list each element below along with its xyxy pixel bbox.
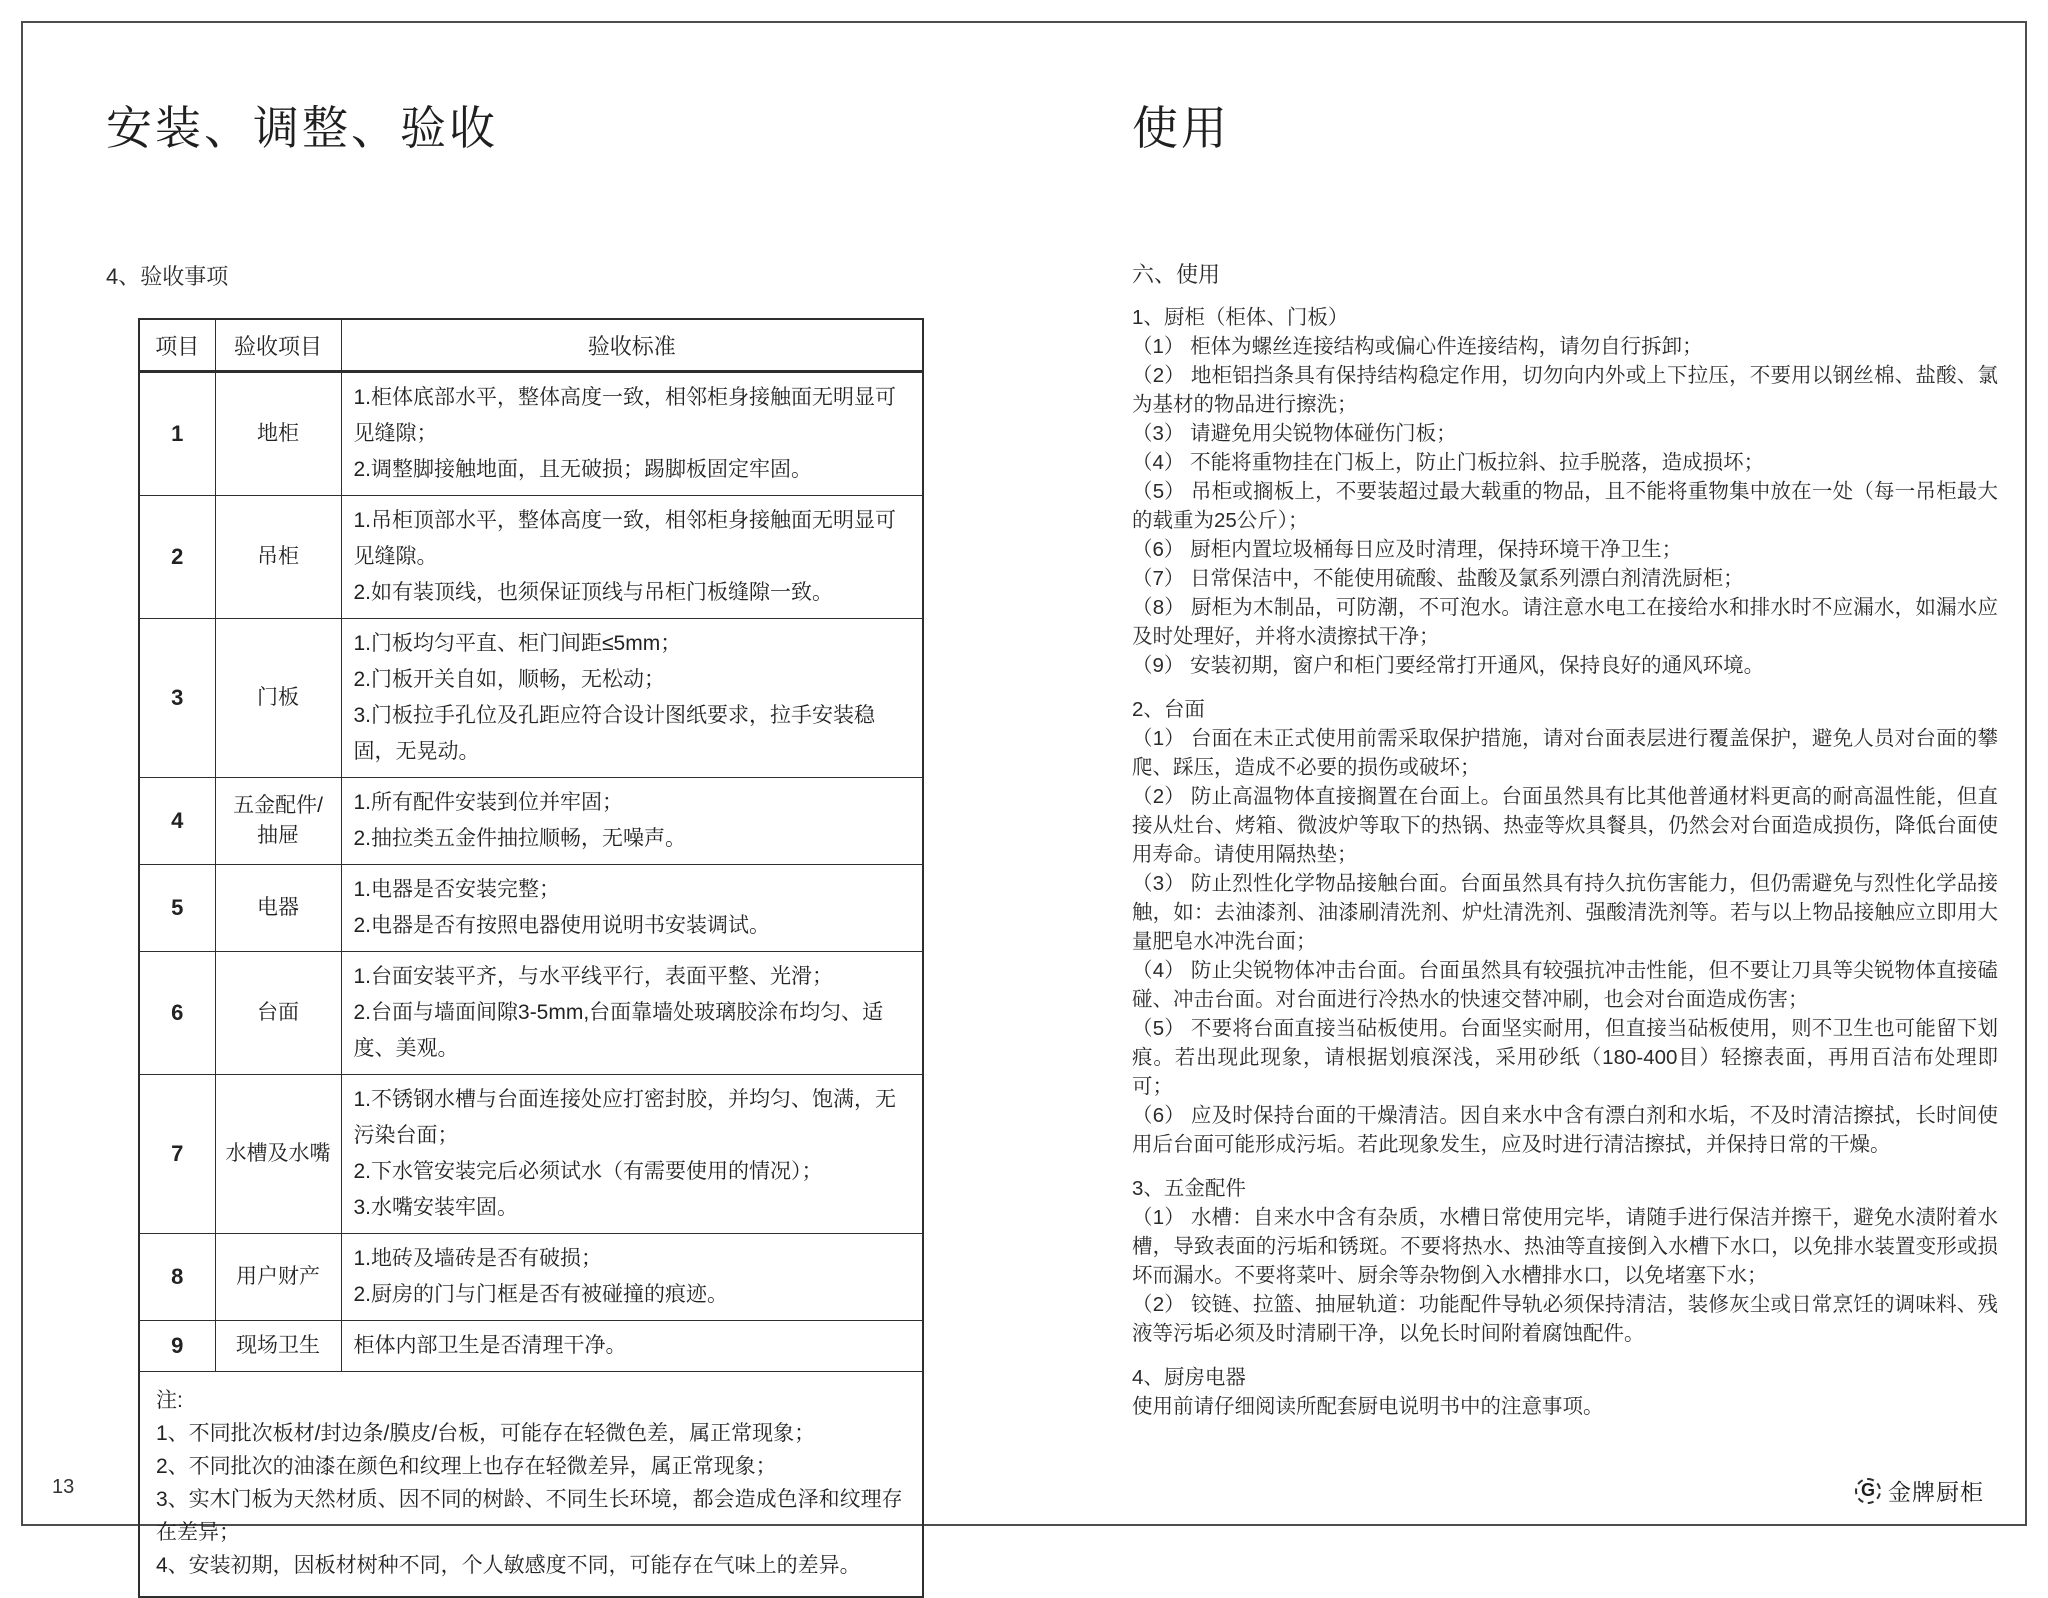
standard-line: 2.抽拉类五金件抽拉顺畅，无噪声。 [353,827,687,850]
row-item: 门板 [215,619,341,778]
usage-section [1132,260,1998,1421]
usage-paragraph: （1） 柜体为螺丝连接结构或偏心件连接结构，请勿自行拆卸； [1132,335,1703,358]
standard-line: 1.地砖及墙砖是否有破损； [353,1247,603,1270]
row-number: 8 [139,1234,215,1321]
usage-paragraph: （2） 地柜铝挡条具有保持结构稳定作用，切勿向内外或上下拉压，不要用以钢丝棉、盐酸、氯为基材的物品进行擦洗； [1132,364,1998,416]
table-row [139,372,923,496]
usage-paragraph: （4） 防止尖锐物体冲击台面。台面虽然具有较强抗冲击性能，但不要让刀具等尖锐物体直接磕碰、冲击台面。对台面进行冷热水的快速交替冲刷，也会对台面造成伤害； [1132,959,1998,1011]
usage-paragraph: （6） 应及时保持台面的干燥清洁。因自来水中含有漂白剂和水垢，不及时清洁擦拭，长时间使用后台面可能形成污垢。若此现象发生，应及时进行清洁擦拭，并保持日常的干燥。 [1132,1104,1998,1156]
left-page-title: 安装、调整、验收 [106,102,498,154]
usage-block-heading: 4、厨房电器 [1132,1366,1246,1389]
row-standard [341,1234,923,1321]
row-item: 水槽及水嘴 [215,1075,341,1234]
standard-line: 柜体内部卫生是否清理干净。 [353,1334,627,1357]
header-item-no: 项目 [139,319,215,372]
right-page-title: 使用 [1132,102,1230,154]
standard-line: 3.水嘴安装牢固。 [353,1196,519,1219]
standard-line: 1.门板均匀平直、柜门间距≤5mm； [353,632,682,655]
row-number: 6 [139,952,215,1075]
row-item: 地柜 [215,372,341,496]
row-number: 1 [139,372,215,496]
brand-g-icon: G [1855,1478,1881,1504]
usage-paragraph: （2） 铰链、拉篮、抽屉轨道：功能配件导轨必须保持清洁，装修灰尘或日常烹饪的调味料、残液等污垢必须及时清刷干净，以免长时间附着腐蚀配件。 [1132,1293,1998,1345]
acceptance-section-label: 4、验收事项 [106,264,229,289]
table-row [139,865,923,952]
table-notes-row [139,1372,923,1598]
standard-line: 2.门板开关自如，顺畅，无松动； [353,668,666,691]
brand-logo [1855,1474,1984,1507]
table-row [139,1321,923,1372]
usage-block-heading: 3、五金配件 [1132,1177,1246,1200]
standard-line: 3.门板拉手孔位及孔距应符合设计图纸要求，拉手安装稳固，无晃动。 [353,704,876,763]
row-standard [341,1321,923,1372]
row-standard [341,1075,923,1234]
note-line: 4、安装初期，因板材树种不同，个人敏感度不同，可能存在气味上的差异。 [156,1554,861,1577]
row-item: 五金配件/抽屉 [215,778,341,865]
usage-block-heading: 2、台面 [1132,698,1205,721]
usage-paragraph: （7） 日常保洁中，不能使用硫酸、盐酸及氯系列漂白剂清洗厨柜； [1132,567,1744,590]
row-standard [341,619,923,778]
usage-paragraph: （4） 不能将重物挂在门板上，防止门板拉斜、拉手脱落，造成损坏； [1132,451,1765,474]
row-number: 2 [139,496,215,619]
note-line: 1、不同批次板材/封边条/膜皮/台板，可能存在轻微色差，属正常现象； [156,1422,816,1445]
row-item: 吊柜 [215,496,341,619]
brand-name: 金牌厨柜 [1888,1479,1984,1505]
standard-line: 1.台面安装平齐，与水平线平行，表面平整、光滑； [353,965,834,988]
usage-paragraph: （1） 水槽：自来水中含有杂质，水槽日常使用完毕，请随手进行保洁并擦干，避免水渍附着水槽，导致表面的污垢和锈斑。不要将热水、热油等直接倒入水槽下水口，以免排水装置变形或损坏而漏水。不要将菜叶、厨余等杂物倒入水槽排水口，以免堵塞下水； [1132,1206,1998,1287]
acceptance-table [138,318,924,1598]
row-number: 7 [139,1075,215,1234]
usage-paragraph: 使用前请仔细阅读所配套厨电说明书中的注意事项。 [1132,1395,1604,1418]
standard-line: 2.调整脚接触地面，且无破损；踢脚板固定牢固。 [353,458,813,481]
row-standard [341,372,923,496]
standard-line: 1.所有配件安装到位并牢固； [353,791,624,814]
usage-paragraph: （2） 防止高温物体直接搁置在台面上。台面虽然具有比其他普通材料更高的耐高温性能，但直接从灶台、烤箱、微波炉等取下的热锅、热壶等炊具餐具，仍然会对台面造成损伤，降低台面使用寿命。请使用隔热垫； [1132,785,1998,866]
usage-block-appliance [1132,1363,1998,1421]
usage-paragraph: （5） 不要将台面直接当砧板使用。台面坚实耐用，但直接当砧板使用，则不卫生也可能留下划痕。若出现此现象，请根据划痕深浅，采用砂纸（180-400目）轻擦表面，再用百洁布处理即可； [1132,1017,1998,1098]
row-number: 3 [139,619,215,778]
usage-block-countertop [1132,695,1998,1159]
row-standard [341,778,923,865]
standard-line: 1.柜体底部水平，整体高度一致，相邻柜身接触面无明显可见缝隙； [353,386,897,445]
row-number: 4 [139,778,215,865]
table-row [139,1234,923,1321]
table-notes [139,1372,923,1598]
table-row [139,619,923,778]
standard-line: 1.不锈钢水槽与台面连接处应打密封胶，并均匀、饱满，无污染台面； [353,1088,897,1147]
usage-section-label: 六、使用 [1132,262,1221,287]
standard-line: 2.如有装顶线，也须保证顶线与吊柜门板缝隙一致。 [353,581,834,604]
usage-paragraph: （6） 厨柜内置垃圾桶每日应及时清理，保持环境干净卫生； [1132,538,1683,561]
row-number: 9 [139,1321,215,1372]
standard-line: 2.厨房的门与门框是否有被碰撞的痕迹。 [353,1283,729,1306]
usage-paragraph: （9） 安装初期，窗户和柜门要经常打开通风，保持良好的通风环境。 [1132,654,1765,677]
row-standard [341,496,923,619]
standard-line: 1.吊柜顶部水平，整体高度一致，相邻柜身接触面无明显可见缝隙。 [353,509,897,568]
standard-line: 2.台面与墙面间隙3-5mm,台面靠墙处玻璃胶涂布均匀、适度、美观。 [353,1001,884,1060]
note-label: 注: [156,1389,183,1412]
row-item: 台面 [215,952,341,1075]
usage-block-hardware [1132,1174,1998,1348]
row-number: 5 [139,865,215,952]
usage-block-heading: 1、厨柜（柜体、门板） [1132,306,1349,329]
standard-line: 1.电器是否安装完整； [353,878,561,901]
table-row [139,1075,923,1234]
usage-paragraph: （8） 厨柜为木制品，可防潮，不可泡水。请注意水电工在接给水和排水时不应漏水，如漏水应及时处理好，并将水渍擦拭干净； [1132,596,1998,648]
usage-paragraph: （1） 台面在未正式使用前需采取保护措施，请对台面表层进行覆盖保护，避免人员对台面的攀爬、踩压，造成不必要的损伤或破坏； [1132,727,1998,779]
header-standard: 验收标准 [341,319,923,372]
standard-line: 2.电器是否有按照电器使用说明书安装调试。 [353,914,771,937]
usage-paragraph: （3） 防止烈性化学物品接触台面。台面虽然具有持久抗伤害能力，但仍需避免与烈性化学品接触，如：去油漆剂、油漆刷清洗剂、炉灶清洗剂、强酸清洗剂等。若与以上物品接触应立即用大量肥皂水冲洗台面； [1132,872,1998,953]
row-standard [341,952,923,1075]
note-line: 2、不同批次的油漆在颜色和纹理上也存在轻微差异，属正常现象； [156,1455,777,1478]
note-line: 3、实木门板为天然材质、因不同的树龄、不同生长环境，都会造成色泽和纹理存在差异； [156,1488,903,1544]
usage-paragraph: （5） 吊柜或搁板上，不要装超过最大载重的物品，且不能将重物集中放在一处（每一吊柜最大的载重为25公斤）； [1132,480,1998,532]
standard-line: 2.下水管安装完后必须试水（有需要使用的情况）； [353,1160,823,1183]
row-item: 电器 [215,865,341,952]
table-row [139,778,923,865]
table-row [139,952,923,1075]
header-item-name: 验收项目 [215,319,341,372]
page-number: 13 [52,1476,75,1498]
row-item: 用户财产 [215,1234,341,1321]
usage-block-cabinet [1132,303,1998,680]
row-item: 现场卫生 [215,1321,341,1372]
table-row [139,496,923,619]
row-standard [341,865,923,952]
table-header-row [139,319,923,372]
usage-paragraph: （3） 请避免用尖锐物体碰伤门板； [1132,422,1457,445]
